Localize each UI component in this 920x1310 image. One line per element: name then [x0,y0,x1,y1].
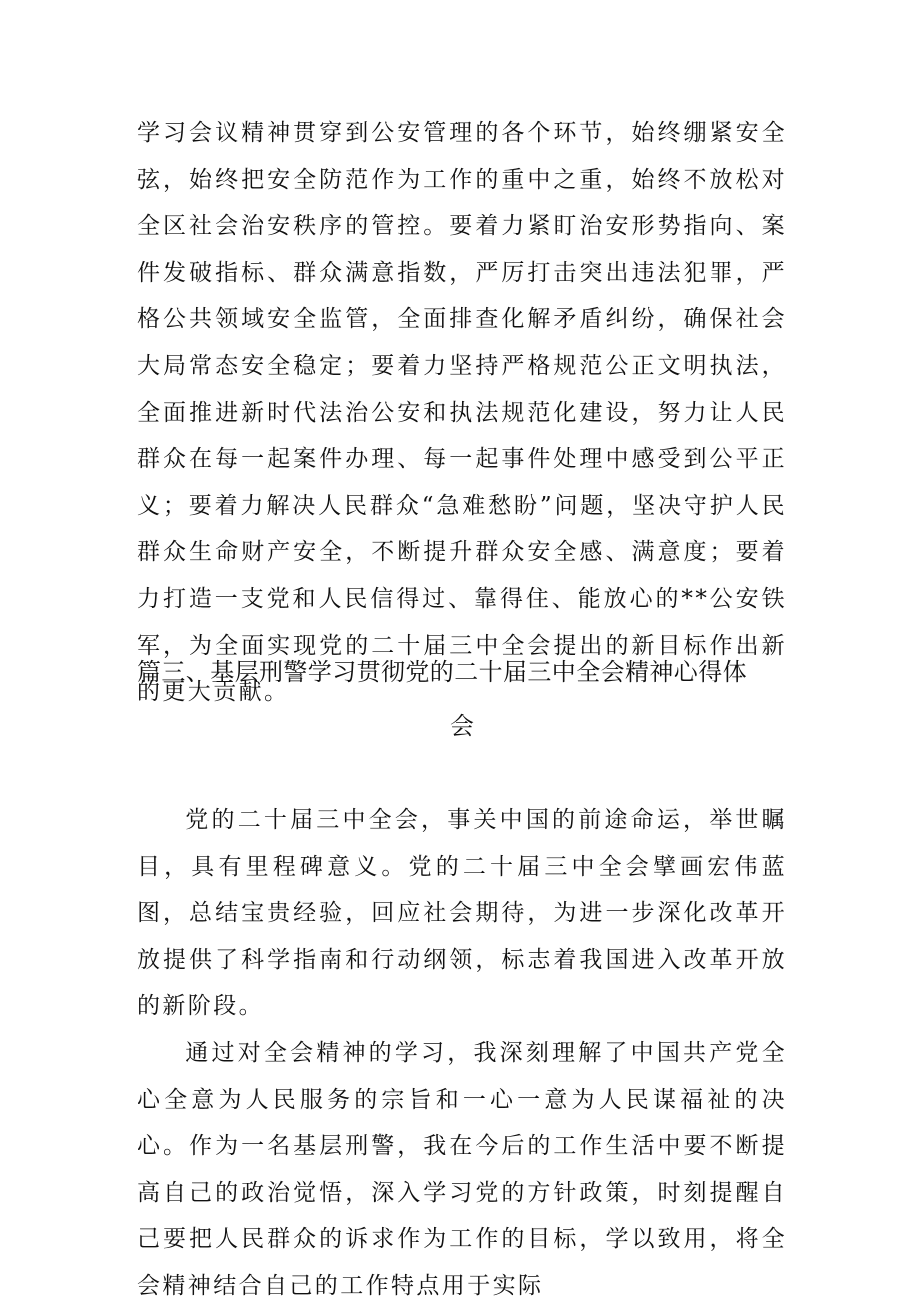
paragraph-2 [137,1030,787,1310]
section-body [137,797,787,1310]
text-line: 为人民服务的宗旨和一心一意为人民谋福祉的决心。作为一名基 [137,1086,787,1160]
text-line: 动纲领，标志着我国进入改革开放的新阶段。 [137,946,787,1020]
text-line: 人民群众生命财产安全，不断提升群众安全感、满意度；要着力 [137,492,787,612]
continuation-paragraph [137,110,787,716]
text-line: 作的目标，学以致用，将全会精神结合自己的工作特点用于实际 [137,1226,787,1299]
text-line: 秩序的管控。要着力紧盯治安形势指向、案件发破指标、群众满 [137,213,787,286]
text-line: 层刑警，我在今后的工作生活中要不断提高自己的政治觉悟，深 [137,1133,787,1206]
text-line: 学习会议精神贯穿到公安管理的各个环节，始终绷紧安全弦，始 [137,120,787,193]
text-line: 终把安全防范作为工作的重中之重，始终不放松对全区社会治安 [137,166,787,240]
text-line: 打造一支党和人民信得过、靠得住、能放心的**公安铁军，为全 [137,585,788,659]
text-line: 排查化解矛盾纠纷，确保社会大局常态安全稳定；要着力坚持严 [137,306,787,379]
text-line: 入学习党的方针政策，时刻提醒自己要把人民群众的诉求作为工 [137,1179,787,1253]
section-heading-line-2: 会 [450,712,474,740]
text-line: 有里程碑意义。党的二十届三中全会擘画宏伟蓝图，总结宝贵经 [137,853,787,927]
section-heading-line-1: 篇三、基层刑警学习贯彻党的二十届三中全会精神心得体 [137,658,747,686]
text-line: 意指数，严厉打击突出违法犯罪，严格公共领域安全监管，全面 [137,259,787,333]
text-line: 面实现党的二十届三中全会提出的新目标作出新的更大贡献。 [137,632,787,706]
text-line: 验，回应社会期待，为进一步深化改革开放提供了科学指南和行 [137,900,787,973]
section-heading [137,645,837,753]
text-line: 设，努力让人民群众在每一起案件办理、每一起事件处理中感受 [137,399,787,473]
text-line: 格规范公正文明执法，全面推进新时代法治公安和执法规范化建 [137,352,787,426]
text-line: 到公平正义；要着力解决人民群众“急难愁盼”问题，坚决守护 [137,446,787,519]
paragraph-text [137,110,787,716]
paragraph-1 [137,797,787,1030]
text-line: 通过对全会精神的学习，我深刻理解了中国共产党全心全意 [137,1039,787,1113]
text-line: 党的二十届三中全会，事关中国的前途命运，举世瞩目，具 [137,807,787,880]
